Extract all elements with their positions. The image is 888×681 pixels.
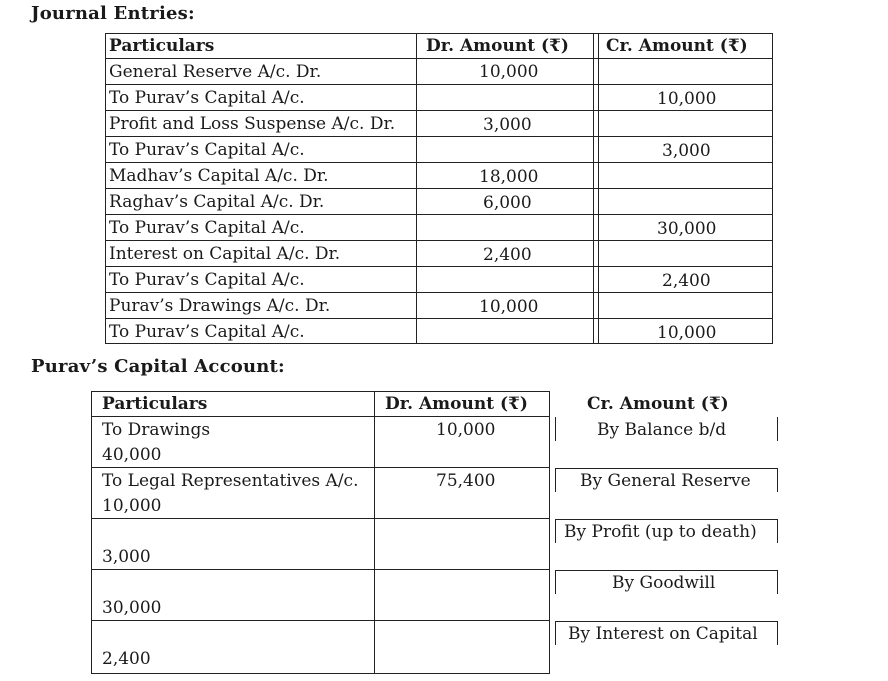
journal-row-dr: 6,000 bbox=[483, 193, 532, 213]
capital-row-amount: 10,000 bbox=[102, 496, 162, 516]
capital-col-divider bbox=[374, 391, 375, 674]
capital-row-amount: 3,000 bbox=[102, 547, 151, 567]
journal-table bbox=[105, 33, 773, 344]
journal-row-particulars: To Purav’s Capital A/c. bbox=[109, 270, 305, 290]
capital-row-amount: 2,400 bbox=[102, 649, 151, 669]
capital-row-divider bbox=[91, 620, 549, 621]
capital-col-divider bbox=[555, 417, 556, 441]
capital-col-divider bbox=[777, 570, 778, 594]
journal-row-divider bbox=[106, 84, 772, 85]
journal-row-divider bbox=[106, 240, 772, 241]
capital-header-cr: Cr. Amount (₹) bbox=[587, 394, 729, 414]
capital-header-dr: Dr. Amount (₹) bbox=[385, 394, 528, 414]
journal-row-particulars: To Purav’s Capital A/c. bbox=[109, 88, 305, 108]
capital-row-divider bbox=[91, 391, 549, 392]
journal-row-particulars: Purav’s Drawings A/c. Dr. bbox=[109, 296, 331, 316]
capital-col-divider bbox=[549, 391, 550, 674]
capital-col-divider bbox=[555, 519, 556, 543]
journal-row-cr: 10,000 bbox=[657, 89, 717, 109]
journal-row-divider bbox=[106, 162, 772, 163]
capital-row-amount: 40,000 bbox=[102, 445, 162, 465]
capital-col-divider bbox=[555, 621, 556, 645]
journal-header-dr: Dr. Amount (₹) bbox=[426, 36, 569, 56]
capital-row-cr: By Profit (up to death) bbox=[564, 522, 757, 542]
capital-account-table bbox=[91, 391, 779, 675]
journal-row-divider bbox=[106, 292, 772, 293]
journal-row-particulars: To Purav’s Capital A/c. bbox=[109, 140, 305, 160]
capital-row-dr: 10,000 bbox=[436, 420, 496, 440]
journal-row-particulars: Madhav’s Capital A/c. Dr. bbox=[109, 166, 329, 186]
capital-row-divider bbox=[91, 673, 549, 674]
journal-row-dr: 2,400 bbox=[483, 245, 532, 265]
capital-row-divider bbox=[555, 468, 778, 469]
journal-row-dr: 10,000 bbox=[479, 297, 539, 317]
capital-col-divider bbox=[777, 417, 778, 441]
journal-row-dr: 10,000 bbox=[479, 62, 539, 82]
journal-row-cr: 30,000 bbox=[657, 219, 717, 239]
journal-heading: Journal Entries: bbox=[31, 3, 195, 24]
capital-col-divider bbox=[91, 391, 92, 674]
journal-row-dr: 18,000 bbox=[479, 167, 539, 187]
capital-row-cr: By Balance b/d bbox=[597, 420, 727, 440]
capital-header-particulars: Particulars bbox=[102, 394, 208, 414]
capital-row-divider bbox=[555, 519, 778, 520]
capital-row-particulars: To Legal Representatives A/c. bbox=[102, 471, 359, 491]
capital-row-divider bbox=[555, 570, 778, 571]
journal-row-particulars: General Reserve A/c. Dr. bbox=[109, 62, 322, 82]
journal-row-particulars: To Purav’s Capital A/c. bbox=[109, 218, 305, 238]
capital-row-cr: By Goodwill bbox=[612, 573, 716, 593]
capital-col-divider bbox=[555, 570, 556, 594]
capital-row-divider bbox=[91, 416, 549, 417]
journal-row-cr: 2,400 bbox=[662, 271, 711, 291]
capital-row-divider bbox=[91, 518, 549, 519]
journal-row-cr: 3,000 bbox=[662, 141, 711, 161]
journal-row-divider bbox=[106, 214, 772, 215]
journal-row-divider bbox=[106, 318, 772, 319]
capital-row-divider bbox=[91, 467, 549, 468]
capital-row-cr: By General Reserve bbox=[580, 471, 751, 491]
journal-row-particulars: Interest on Capital A/c. Dr. bbox=[109, 244, 341, 264]
capital-row-cr: By Interest on Capital bbox=[568, 624, 758, 644]
capital-row-amount: 30,000 bbox=[102, 598, 162, 618]
capital-col-divider bbox=[555, 468, 556, 492]
journal-row-divider bbox=[106, 136, 772, 137]
capital-row-dr: 75,400 bbox=[436, 471, 496, 491]
capital-col-divider bbox=[777, 468, 778, 492]
journal-row-divider bbox=[106, 188, 772, 189]
capital-row-divider bbox=[91, 569, 549, 570]
journal-row-divider bbox=[106, 58, 772, 59]
journal-row-particulars: Raghav’s Capital A/c. Dr. bbox=[109, 192, 325, 212]
journal-header-cr: Cr. Amount (₹) bbox=[606, 36, 748, 56]
journal-row-particulars: To Purav’s Capital A/c. bbox=[109, 322, 305, 342]
journal-row-divider bbox=[106, 266, 772, 267]
capital-row-particulars: To Drawings bbox=[102, 420, 211, 440]
journal-row-particulars: Profit and Loss Suspense A/c. Dr. bbox=[109, 114, 396, 134]
capital-col-divider bbox=[777, 621, 778, 645]
capital-heading: Purav’s Capital Account: bbox=[31, 356, 285, 377]
journal-row-dr: 3,000 bbox=[483, 115, 532, 135]
capital-row-divider bbox=[555, 621, 778, 622]
journal-row-cr: 10,000 bbox=[657, 323, 717, 343]
capital-col-divider bbox=[777, 519, 778, 543]
journal-header-particulars: Particulars bbox=[109, 36, 215, 56]
journal-row-divider bbox=[106, 110, 772, 111]
